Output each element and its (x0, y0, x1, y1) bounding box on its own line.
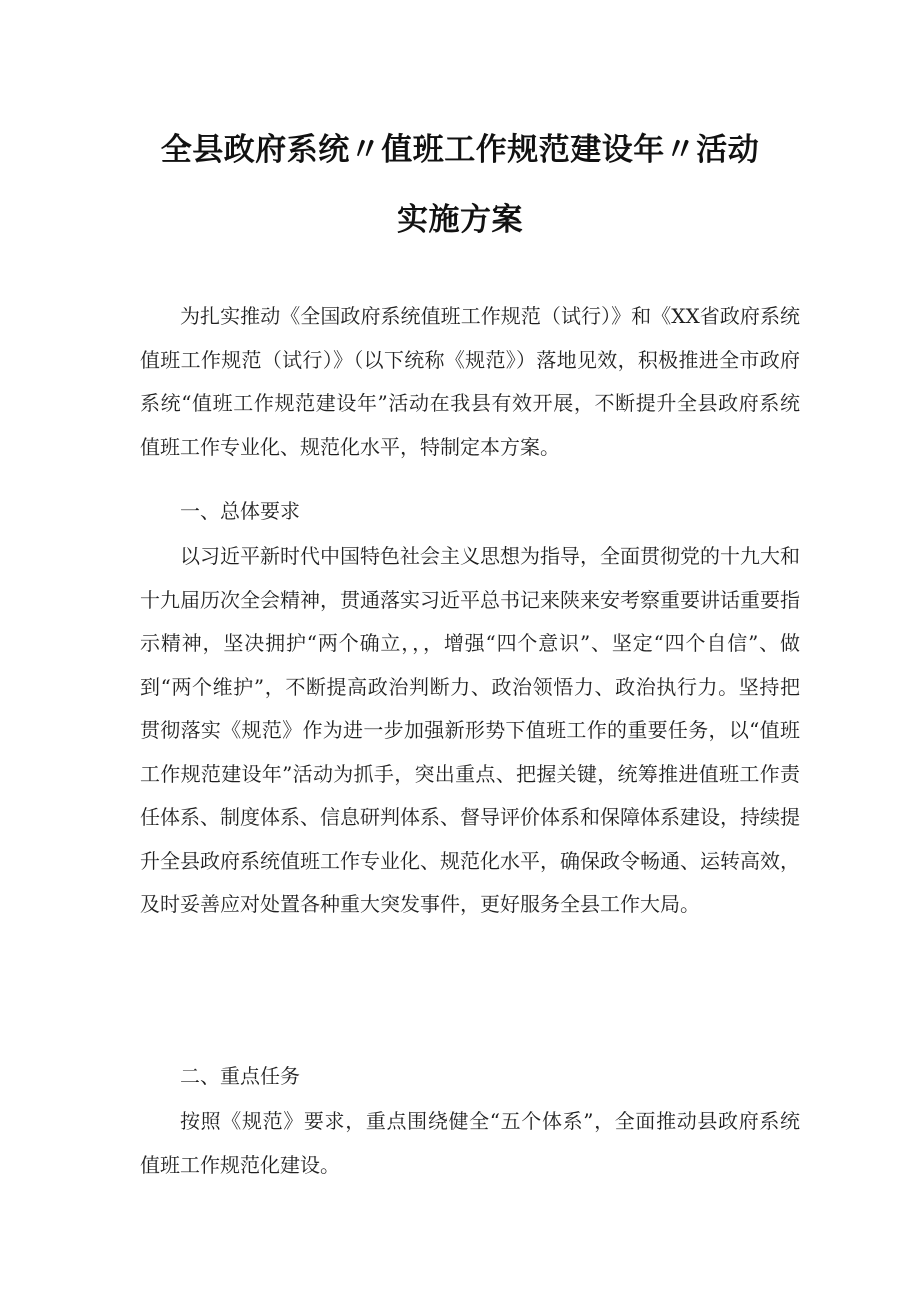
section-1-heading: 一、总体要求 (180, 499, 300, 523)
section-1-paragraph: 以习近平新时代中国特色社会主义思想为指导，全面贯彻党的十九大和十九届历次全会精神，贯通落实习近平总书记来陕来安考察重要讲话重要指示精神，坚决拥护“两个确立，，，增强“四个意识”、坚定“四个自信”、做到“两个维护”，不断提高政治判断力、政治领悟力、政治执行力。坚持把贯彻落实《规范》作为进一步加强新形势下值班工作的重要任务，以“值班工作规范建设年”活动为抓手，突出重点、把握关键，统筹推进值班工作责任体系、制度体系、信息研判体系、督导评价体系和保障体系建设，持续提升全县政府系统值班工作专业化、规范化水平，确保政令畅通、运转高效，及时妥善应对处置各种重大突发事件，更好服务全县工作大局。 (140, 544, 800, 916)
section-2-heading: 二、重点任务 (180, 1064, 300, 1088)
section-2-heading-block (140, 1055, 800, 1099)
section-2-paragraph: 按照《规范》要求，重点围绕健全“五个体系”，全面推动县政府系统值班工作规范化建设。 (140, 1109, 800, 1177)
intro-section (140, 295, 800, 469)
document-title-line-1: 全县政府系统〃值班工作规范建设年〃活动 (160, 132, 760, 168)
section-1-body (140, 535, 800, 927)
document-title-line-2: 实施方案 (397, 202, 523, 238)
section-2-body (140, 1100, 800, 1187)
intro-paragraph: 为扎实推动《全国政府系统值班工作规范（试行）》和《XX省政府系统值班工作规范（试行）》（以下统称《规范》）落地见效，积极推进全市政府系统“值班工作规范建设年”活动在我县有效开展，不断提升全县政府系统值班工作专业化、规范化水平，特制定本方案。 (140, 304, 800, 459)
section-1-heading-block (140, 490, 800, 534)
